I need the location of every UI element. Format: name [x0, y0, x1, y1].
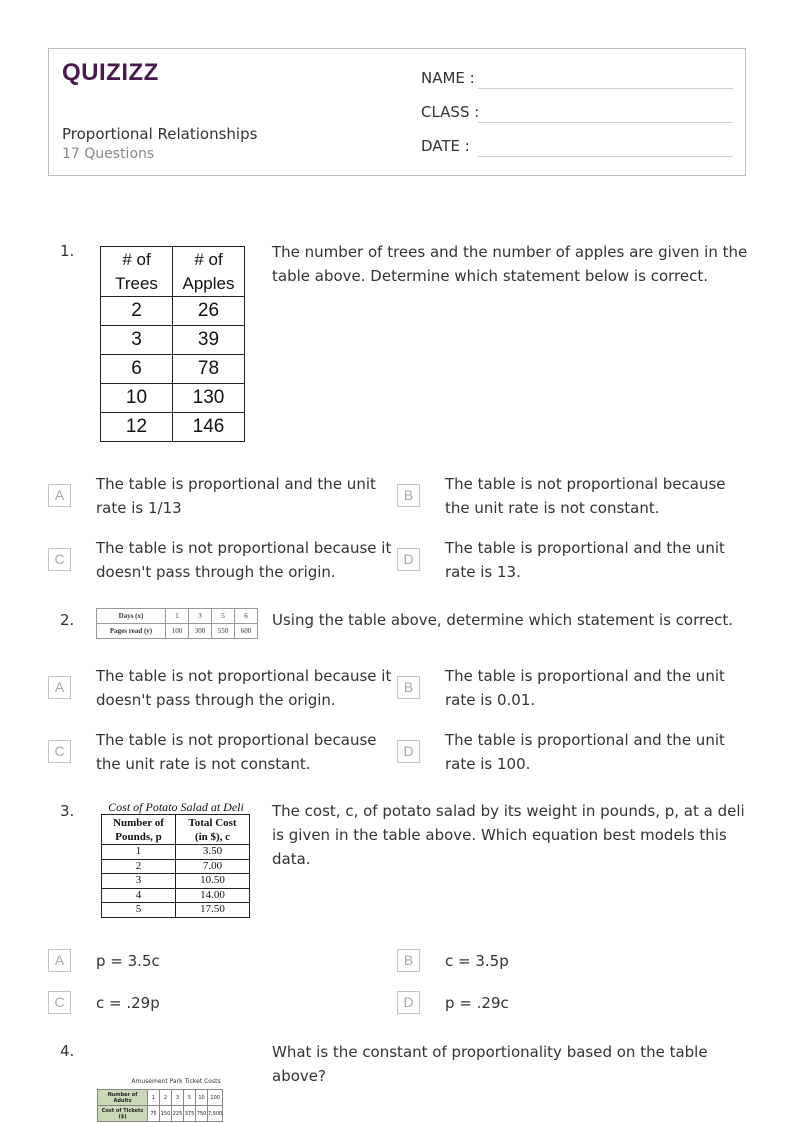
- table-cell: 7.00: [176, 859, 250, 874]
- days-pages-table: [96, 608, 258, 639]
- table-cell: 5: [212, 609, 235, 624]
- q3-option-a-box[interactable]: A: [48, 949, 71, 972]
- table-header-cell: Pages read (y): [97, 624, 166, 639]
- table-cell: 3: [102, 874, 176, 889]
- question-1-text: The number of trees and the number of apples are given in the table above. Determine which statement below is correct.: [272, 243, 748, 285]
- table-row: [101, 355, 245, 384]
- table-row: [98, 1090, 223, 1106]
- table-row: [98, 1106, 223, 1122]
- q3-option-d-text: p = .29c: [445, 994, 509, 1012]
- table-cell: 3.50: [176, 845, 250, 860]
- table-cell: 5: [184, 1090, 196, 1106]
- class-field[interactable]: [421, 101, 733, 123]
- table-row: [101, 413, 245, 442]
- table-cell: 150: [160, 1106, 172, 1122]
- table-header-cell: [102, 815, 176, 845]
- table-cell: 2: [160, 1090, 172, 1106]
- table-cell: 10: [101, 384, 173, 413]
- table-header-cell: # of Apples: [173, 247, 245, 297]
- question-3-number: 3.: [60, 802, 75, 820]
- question-2-text: Using the table above, determine which statement is correct.: [272, 611, 733, 629]
- q2-option-c-box[interactable]: C: [48, 740, 71, 763]
- table-header-cell: # of Trees: [101, 247, 173, 297]
- table-cell: 1: [166, 609, 189, 624]
- table-cell: 130: [173, 384, 245, 413]
- table-cell: 750: [196, 1106, 208, 1122]
- table-header-cell: [176, 815, 250, 845]
- name-field[interactable]: [421, 67, 733, 89]
- table-row: [102, 874, 250, 889]
- question-2-number: 2.: [60, 611, 75, 629]
- table-cell: 26: [173, 297, 245, 326]
- table-row: [101, 326, 245, 355]
- class-label: CLASS :: [421, 103, 480, 121]
- table-cell: 4: [102, 888, 176, 903]
- q3-option-d-box[interactable]: D: [397, 991, 420, 1014]
- table-cell: 14.00: [176, 888, 250, 903]
- table-cell: 6: [101, 355, 173, 384]
- class-line[interactable]: [478, 122, 733, 123]
- q2-option-a-text: The table is not proportional because it doesn't pass through the origin.: [96, 667, 392, 709]
- q1-option-c-text: The table is not proportional because it doesn't pass through the origin.: [96, 539, 392, 581]
- table-row: [102, 903, 250, 918]
- table-cell: 225: [172, 1106, 184, 1122]
- q1-option-c-box[interactable]: C: [48, 548, 71, 571]
- table-cell: 3: [172, 1090, 184, 1106]
- question-4-text: What is the constant of proportionality based on the table above?: [272, 1043, 708, 1085]
- table-cell: 146: [173, 413, 245, 442]
- table-cell: 600: [235, 624, 258, 639]
- table-cell: 1: [102, 845, 176, 860]
- table-cell: 3: [189, 609, 212, 624]
- q2-option-d-box[interactable]: D: [397, 740, 420, 763]
- table-row: [101, 297, 245, 326]
- worksheet-header: [48, 48, 746, 176]
- table-cell: 5: [102, 903, 176, 918]
- q1-option-a-box[interactable]: A: [48, 484, 71, 507]
- table-cell: 300: [189, 624, 212, 639]
- table-cell: 2: [102, 859, 176, 874]
- q3-option-a-text: p = 3.5c: [96, 952, 160, 970]
- q3-option-b-box[interactable]: B: [397, 949, 420, 972]
- q3-option-c-box[interactable]: C: [48, 991, 71, 1014]
- name-label: NAME :: [421, 69, 475, 87]
- trees-apples-table: [100, 246, 245, 442]
- table-cell: 10.50: [176, 874, 250, 889]
- quizizz-logo: QUIZIZZ: [62, 59, 159, 86]
- q2-option-b-text: The table is proportional and the unit rate is 0.01.: [445, 667, 725, 709]
- q3-option-b-text: c = 3.5p: [445, 952, 509, 970]
- table-cell: 1: [148, 1090, 160, 1106]
- table-row: [102, 845, 250, 860]
- table-cell: 375: [184, 1106, 196, 1122]
- q2-option-d-text: The table is proportional and the unit rate is 100.: [445, 731, 725, 773]
- question-1-number: 1.: [60, 242, 75, 260]
- table-cell: 100: [166, 624, 189, 639]
- table-cell: 7,500: [208, 1106, 223, 1122]
- table-header-row: [101, 247, 245, 297]
- question-3-text: The cost, c, of potato salad by its weight in pounds, p, at a deli is given in the table above. Which equation best models this data.: [272, 802, 745, 868]
- q2-option-a-box[interactable]: A: [48, 676, 71, 699]
- table-row: [102, 859, 250, 874]
- date-line[interactable]: [478, 156, 733, 157]
- table-cell: 10: [196, 1090, 208, 1106]
- q1-option-a-text: The table is proportional and the unit rate is 1/13: [96, 475, 376, 517]
- q1-option-d-text: The table is proportional and the unit rate is 13.: [445, 539, 725, 581]
- table-row: [97, 624, 258, 639]
- table-header-cell: Days (x): [97, 609, 166, 624]
- table-row: [97, 609, 258, 624]
- q2-option-b-box[interactable]: B: [397, 676, 420, 699]
- header-line: (in $), c: [194, 830, 231, 843]
- worksheet-title: Proportional Relationships: [62, 125, 258, 143]
- potato-salad-table: [101, 814, 250, 918]
- question-4-number: 4.: [60, 1042, 75, 1060]
- q2-option-c-text: The table is not proportional because the unit rate is not constant.: [96, 731, 377, 773]
- q1-option-b-box[interactable]: B: [397, 484, 420, 507]
- q1-option-d-box[interactable]: D: [397, 548, 420, 571]
- header-line: Total Cost: [188, 816, 237, 829]
- question-count: 17 Questions: [62, 146, 155, 162]
- q3-option-c-text: c = .29p: [96, 994, 160, 1012]
- table-header-cell: Cost of Tickets ($): [98, 1106, 148, 1122]
- table-cell: 12: [101, 413, 173, 442]
- table-cell: 100: [208, 1090, 223, 1106]
- table-cell: 39: [173, 326, 245, 355]
- table-cell: 550: [212, 624, 235, 639]
- table-header-row: [102, 815, 250, 845]
- table-cell: 3: [101, 326, 173, 355]
- header-line: Pounds, p: [115, 830, 162, 843]
- q1-option-b-text: The table is not proportional because the unit rate is not constant.: [445, 475, 726, 517]
- potato-table-caption: Cost of Potato Salad at Deli: [108, 800, 244, 814]
- ticket-cost-table: [97, 1089, 223, 1122]
- name-line[interactable]: [478, 88, 733, 89]
- table-header-cell: Number of Adults: [98, 1090, 148, 1106]
- table-cell: 2: [101, 297, 173, 326]
- date-field[interactable]: [421, 135, 733, 157]
- date-label: DATE :: [421, 137, 470, 155]
- ticket-table-caption: Amusement Park Ticket Costs: [131, 1078, 221, 1085]
- table-cell: 17.50: [176, 903, 250, 918]
- table-row: [102, 888, 250, 903]
- table-row: [101, 384, 245, 413]
- header-line: Number of: [113, 816, 164, 829]
- table-cell: 6: [235, 609, 258, 624]
- table-cell: 75: [148, 1106, 160, 1122]
- table-cell: 78: [173, 355, 245, 384]
